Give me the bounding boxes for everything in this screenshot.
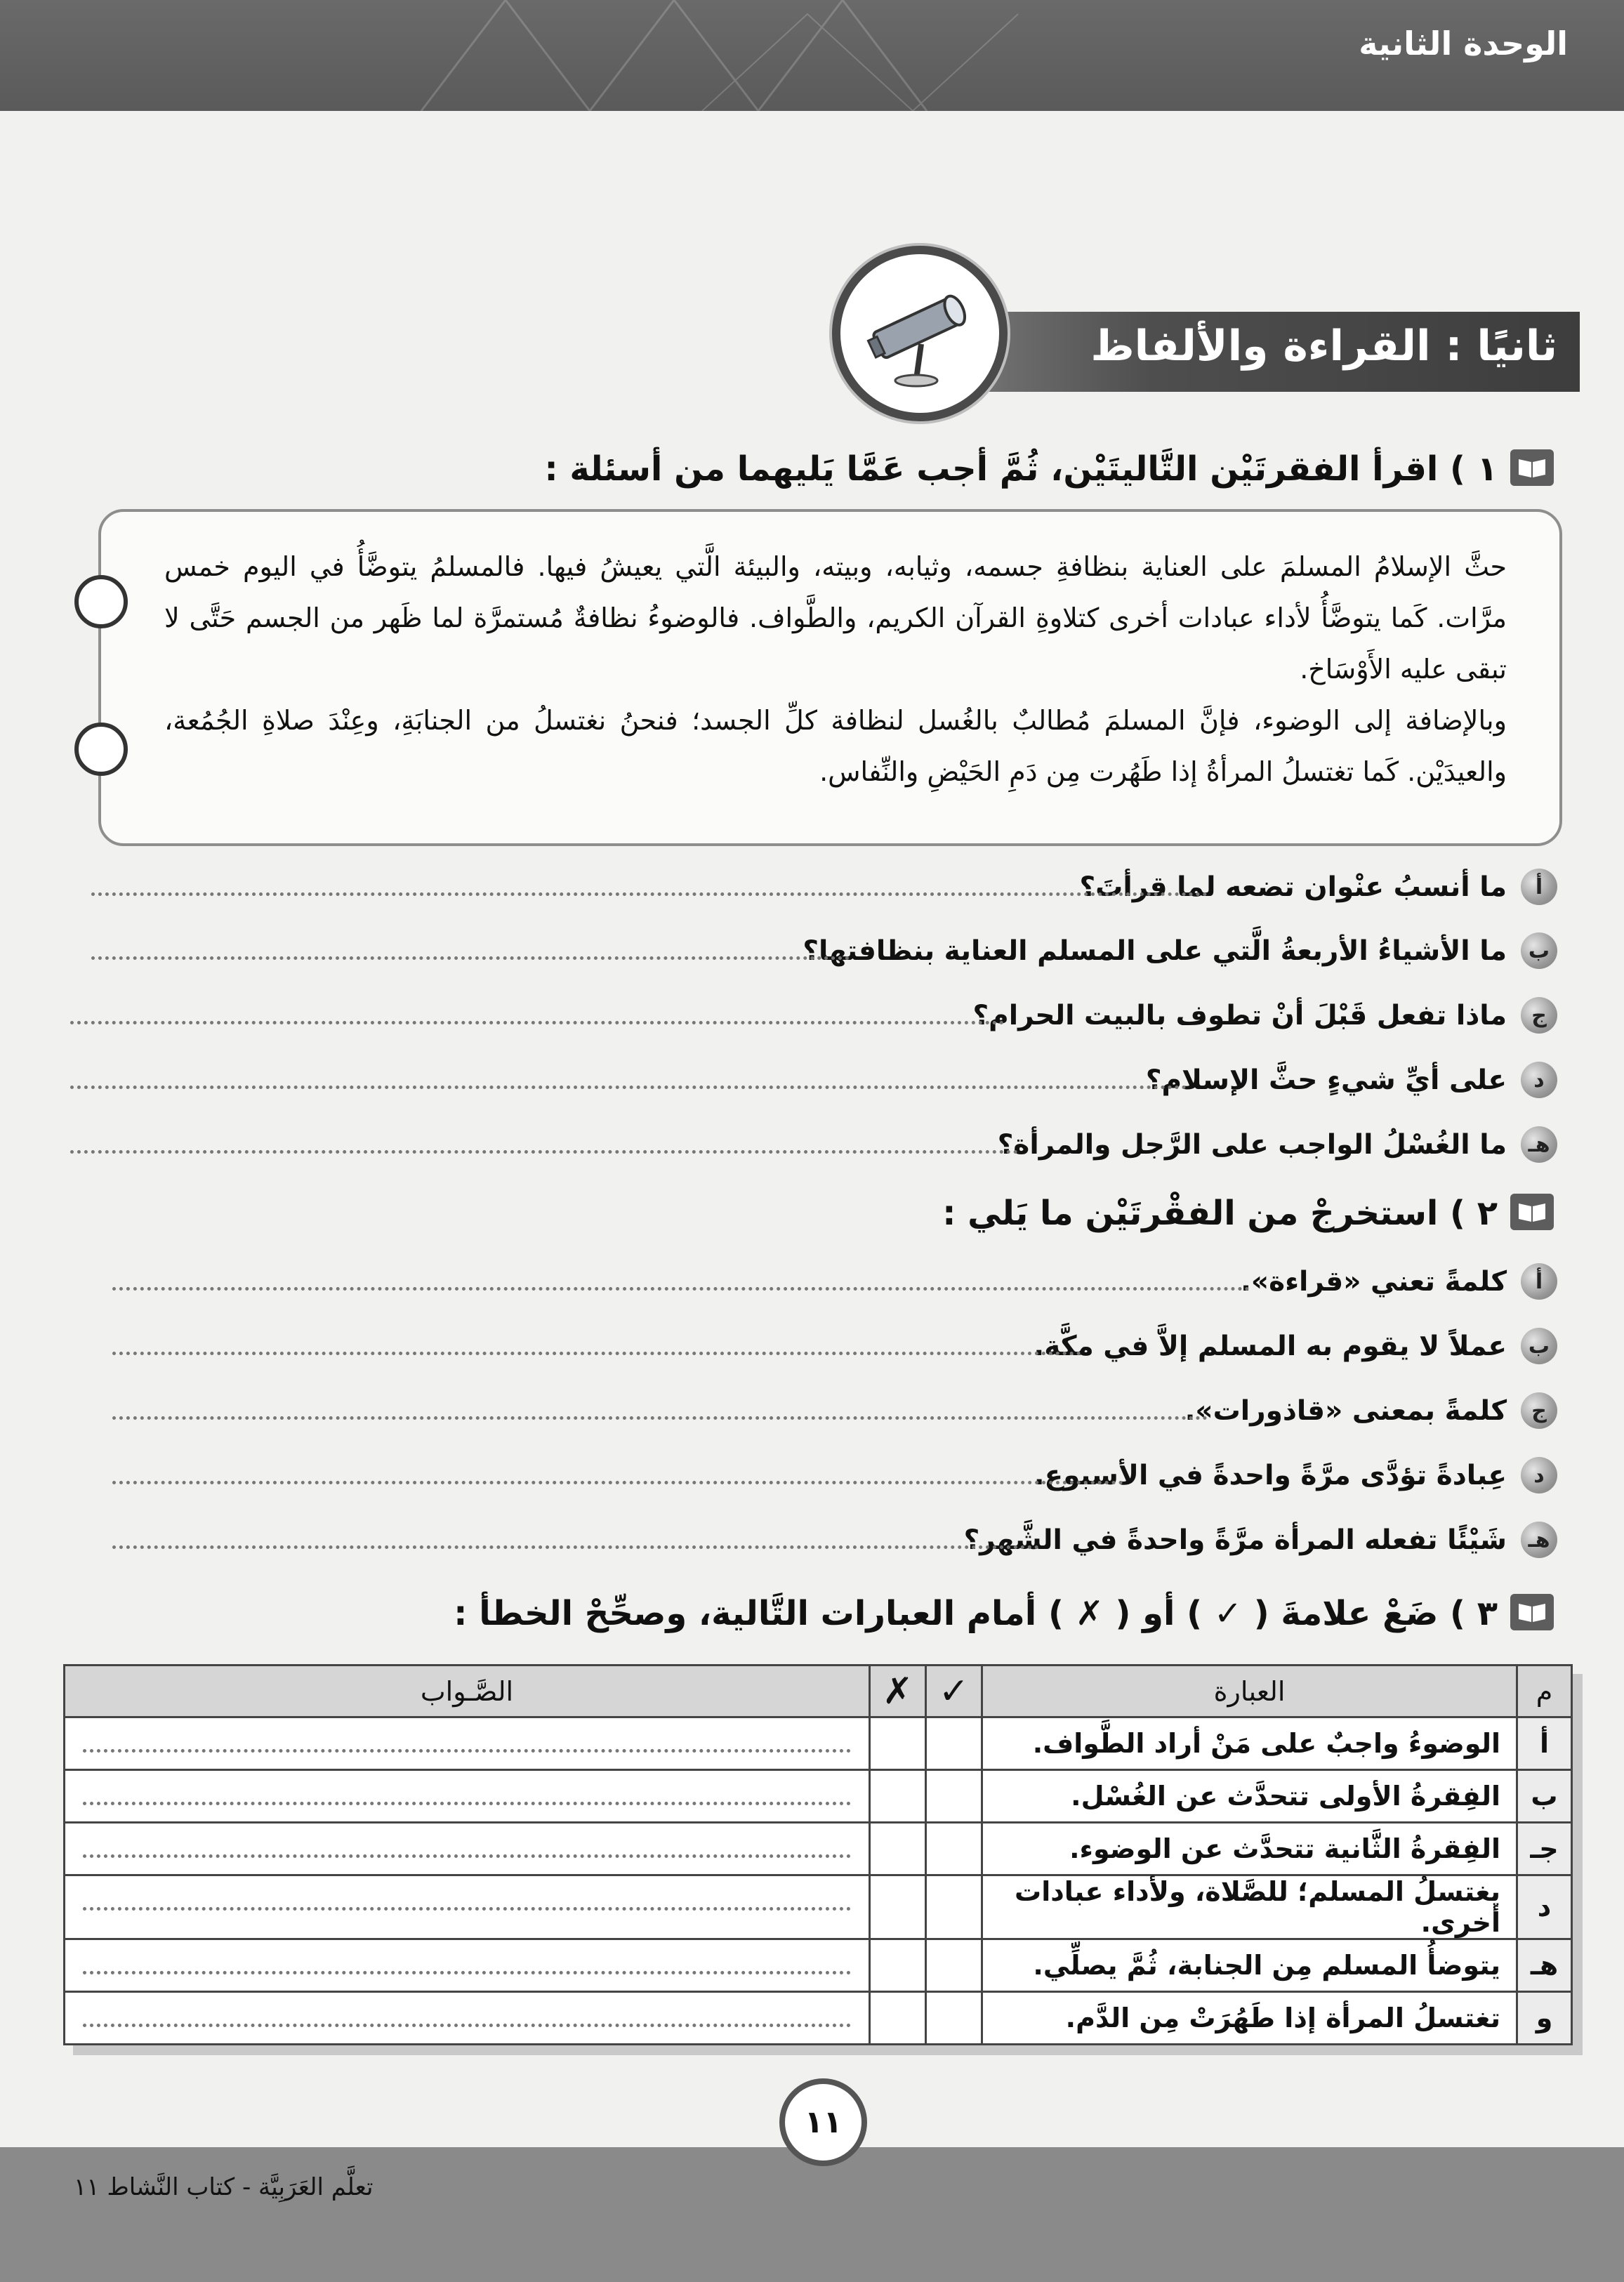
correction-cell[interactable] [65,1939,870,1992]
row-letter: و [1517,1992,1572,2045]
table-row [65,1992,1572,2045]
letter-bullet: ج [1521,997,1557,1034]
letter-bullet: ج [1521,1392,1557,1429]
q1-item [998,1123,1557,1166]
q1-item [803,930,1557,972]
question-text: كلمةً تعني «قراءة». [1241,1265,1507,1298]
table-row [65,1823,1572,1875]
col-header-check: ✓ [926,1666,982,1717]
correction-cell[interactable] [65,1875,870,1939]
section-icon-circle [832,246,1008,421]
check-cell[interactable] [926,1770,982,1823]
question-text: ما الأشياءُ الأربعةُ الَّتي على المسلم العناية بنظافتها؟ [803,935,1507,967]
letter-bullet: د [1521,1062,1557,1098]
col-header-statement: العبارة [982,1666,1517,1717]
passage-paragraph-1: حثَّ الإسلامُ المسلمَ على العناية بنظافةِ جسمه، وثيابه، وبيته، والبيئة الَّتي يعيشُ فيها. فالمسلمُ يتوضَّأُ في اليوم خمس مرَّات. كَما يتوضَّأُ لأداء عبادات أخرى كتلاوةِ القرآن الكريم، والطَّواف. فالوضوءُ نظافةٌ مُستمرَّة لما ظَهر من الجسم حَتَّى لا تبقى عليه الأَوْسَاخ. [164,551,1507,685]
cross-cell[interactable] [870,1992,926,2045]
correction-cell[interactable] [65,1770,870,1823]
letter-bullet: أ [1521,869,1557,905]
answer-line[interactable] [112,1545,1039,1549]
footer-band [0,2147,1624,2282]
table-row [65,1875,1572,1939]
correction-cell[interactable] [65,1992,870,2045]
cross-cell[interactable] [870,1717,926,1770]
unit-title: الوحدة الثانية [1359,25,1568,62]
q2-item [1034,1454,1557,1496]
answer-line[interactable] [112,1352,1081,1355]
answer-line[interactable] [112,1416,1208,1420]
q2-item [964,1519,1557,1561]
q2-heading-text: ٢ ) استخرجْ من الفقْرتَيْن ما يَلي : [942,1194,1498,1233]
q1-heading-text: ١ ) اقرأ الفقرتَيْن التَّاليتَيْن، ثُمَّ أجب عَمَّا يَليهما من أسئلة : [544,449,1498,489]
row-statement: يغتسلُ المسلم؛ للصَّلاة، ولأداء عبادات أخرى. [982,1875,1517,1939]
top-header-band [0,0,1624,111]
answer-line[interactable] [112,1481,1123,1484]
question-text: ما الغُسْلُ الواجب على الرَّجل والمرأة؟ [997,1128,1507,1161]
answer-line [83,1749,851,1753]
true-false-table [63,1664,1573,2045]
letter-bullet: د [1521,1457,1557,1493]
q1-item [973,994,1558,1036]
table-row [65,1717,1572,1770]
answer-line [83,1854,851,1858]
row-statement: يتوضأُ المسلم مِن الجنابة، ثُمَّ يصلِّي. [982,1939,1517,1992]
cross-cell[interactable] [870,1875,926,1939]
binder-ring [74,575,128,628]
question-text: ماذا تفعل قَبْلَ أنْ تطوف بالبيت الحرام؟ [972,999,1507,1031]
col-header-num: م [1517,1666,1572,1717]
question-text: كلمةً بمعنى «قاذورات». [1184,1394,1507,1427]
q1-heading [545,449,1554,489]
reading-passage [98,509,1562,846]
binder-ring [74,723,128,776]
decorative-triangles [0,0,1123,111]
q3-heading-text: ٣ ) ضَعْ علامةَ ( ✓ ) أو ( ✗ ) أمام العبارات التَّالية، وصحِّحْ الخطأ : [454,1594,1498,1633]
row-letter: جـ [1517,1823,1572,1875]
answer-line [83,1907,851,1911]
question-text: عملاً لا يقوم به المسلم إلاَّ في مكَّة. [1034,1330,1507,1362]
table-row [65,1770,1572,1823]
q2-item [1185,1390,1557,1432]
letter-bullet: أ [1521,1263,1557,1300]
row-statement: الوضوءُ واجبٌ على مَنْ أراد الطَّواف. [982,1717,1517,1770]
answer-line[interactable] [70,1150,1018,1154]
passage-paragraph-2: وبالإضافة إلى الوضوء، فإنَّ المسلمَ مُطالبٌ بالغُسل لنظافة كلِّ الجسد؛ فنحنُ نغتسلُ من الجنابَةِ، وعِنْدَ صلاةِ الجُمُعة، والعيدَيْن. كَما تغتسلُ المرأةُ إذا طَهُرت مِن دَمِ الحَيْضِ والنِّفاس. [164,705,1507,787]
check-cell[interactable] [926,1992,982,2045]
row-statement: الفِقرةُ الثَّانية تتحدَّث عن الوضوء. [982,1823,1517,1875]
q1-item [1146,1059,1557,1101]
question-text: ما أنسبُ عنْوان تضعه لما قرأتَ؟ [1079,871,1507,903]
correction-cell[interactable] [65,1717,870,1770]
table-header-row [65,1666,1572,1717]
letter-bullet: ب [1521,932,1557,969]
book-name: تعلَّم العَرَبِيَّة - كتاب النَّشاط ١١ [74,2173,374,2201]
row-letter: هـ [1517,1939,1572,1992]
answer-line[interactable] [91,892,1208,896]
q2-item [1241,1260,1557,1302]
page-number: ١١ [779,2078,867,2166]
row-statement: تغتسلُ المرأة إذا طَهُرَتْ مِن الدَّم. [982,1992,1517,2045]
q3-heading [454,1594,1554,1633]
q2-heading [942,1194,1554,1233]
book-icon [1510,449,1554,486]
row-statement: الفِقرةُ الأولى تتحدَّث عن الغُسْل. [982,1770,1517,1823]
section-title: ثانيًا : القراءة والألفاظ [1090,322,1557,371]
book-icon [1510,1194,1554,1230]
row-letter: أ [1517,1717,1572,1770]
letter-bullet: ب [1521,1328,1557,1364]
answer-line [83,2024,851,2027]
table-row [65,1939,1572,1992]
col-header-correction: الصَّـواب [65,1666,870,1717]
check-cell[interactable] [926,1875,982,1939]
answer-line [83,1971,851,1974]
question-text: عِبادةً تؤدَّى مرَّةً واحدةً في الأسبوع. [1034,1459,1507,1491]
correction-cell[interactable] [65,1823,870,1875]
check-cell[interactable] [926,1939,982,1992]
question-text: شَيْئًا تفعله المرأة مرَّةً واحدةً في الشَّهر؟ [963,1524,1507,1556]
row-letter: ب [1517,1770,1572,1823]
answer-line[interactable] [70,1021,1004,1024]
check-cell[interactable] [926,1823,982,1875]
letter-bullet: هـ [1521,1522,1557,1558]
telescope-icon [861,274,981,393]
row-letter: د [1517,1875,1572,1939]
answer-line [83,1802,851,1805]
q2-item [1034,1325,1557,1367]
check-cell[interactable] [926,1717,982,1770]
letter-bullet: هـ [1521,1126,1557,1163]
col-header-cross: ✗ [870,1666,926,1717]
answer-line[interactable] [112,1287,1250,1291]
cross-cell[interactable] [870,1823,926,1875]
answer-line[interactable] [70,1086,1187,1089]
question-text: على أيِّ شيءٍ حثَّ الإسلام؟ [1145,1064,1507,1096]
cross-cell[interactable] [870,1770,926,1823]
answer-line[interactable] [91,956,850,960]
book-icon [1510,1594,1554,1630]
q1-item [1080,866,1557,908]
cross-cell[interactable] [870,1939,926,1992]
